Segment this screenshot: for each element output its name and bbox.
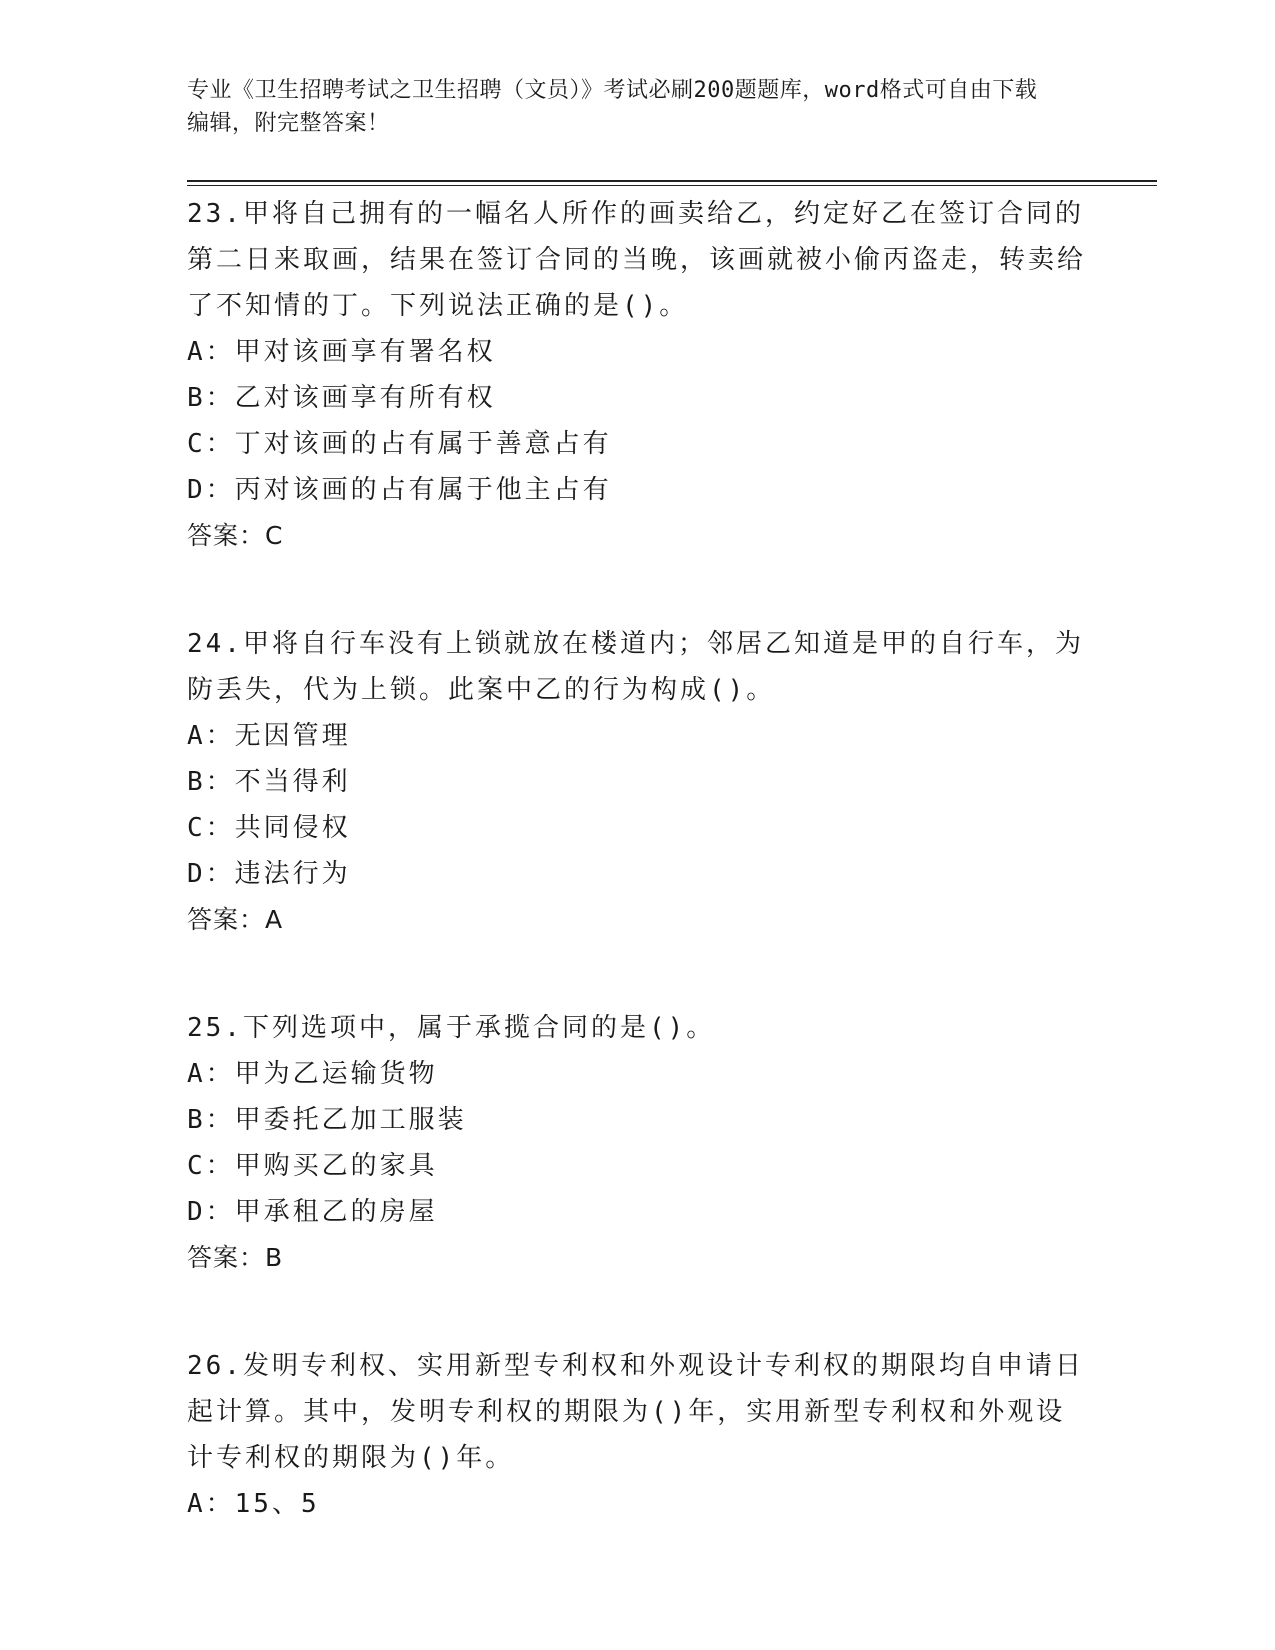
option-d: D：甲承租乙的房屋 xyxy=(187,1197,438,1227)
option-a: A：甲为乙运输货物 xyxy=(187,1059,438,1089)
question-23 xyxy=(187,191,1087,559)
option-d: D：丙对该画的占有属于他主占有 xyxy=(187,475,612,505)
question-26 xyxy=(187,1343,1087,1527)
answer-line: 答案：B xyxy=(187,1243,284,1272)
option-a: A：无因管理 xyxy=(187,721,351,751)
answer-line: 答案：C xyxy=(187,521,284,550)
option-c: C：共同侵权 xyxy=(187,813,351,843)
question-spacer xyxy=(187,559,1087,621)
option-b: B：不当得利 xyxy=(187,767,351,797)
question-list xyxy=(187,191,1087,1527)
option-a: A：15、5 xyxy=(187,1489,320,1519)
question-24 xyxy=(187,621,1087,943)
question-spacer xyxy=(187,943,1087,1005)
option-a: A：甲对该画享有署名权 xyxy=(187,337,496,367)
option-b: B：乙对该画享有所有权 xyxy=(187,383,496,413)
question-spacer xyxy=(187,1281,1087,1343)
document-header: 专业《卫生招聘考试之卫生招聘（文员）》考试必刷200题题库，word格式可自由下载编辑，附完整答案！ xyxy=(187,78,1038,136)
header-rule-thick xyxy=(187,180,1157,182)
question-stem: 25.下列选项中，属于承揽合同的是()。 xyxy=(187,1013,716,1043)
option-d: D：违法行为 xyxy=(187,859,351,889)
question-stem: 26.发明专利权、实用新型专利权和外观设计专利权的期限均自申请日起计算。其中，发明专利权的期限为()年，实用新型专利权和外观设计专利权的期限为()年。 xyxy=(187,1351,1084,1473)
question-25 xyxy=(187,1005,1087,1281)
option-c: C：丁对该画的占有属于善意占有 xyxy=(187,429,612,459)
option-c: C：甲购买乙的家具 xyxy=(187,1151,438,1181)
question-stem: 24.甲将自行车没有上锁就放在楼道内；邻居乙知道是甲的自行车，为防丢失，代为上锁。此案中乙的行为构成()。 xyxy=(187,629,1084,705)
header-rule-thin xyxy=(187,185,1157,186)
answer-line: 答案：A xyxy=(187,905,284,934)
question-stem: 23.甲将自己拥有的一幅名人所作的画卖给乙，约定好乙在签订合同的第二日来取画，结果在签订合同的当晚，该画就被小偷丙盗走，转卖给了不知情的丁。下列说法正确的是()。 xyxy=(187,199,1087,321)
option-b: B：甲委托乙加工服装 xyxy=(187,1105,467,1135)
